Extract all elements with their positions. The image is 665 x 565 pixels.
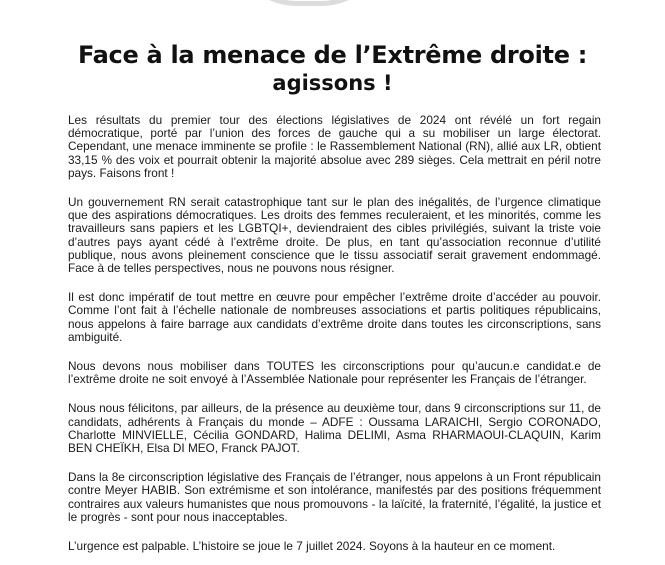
paragraph-urgency: L’urgence est palpable. L’histoire se joue le 7 juillet 2024. Soyons à la hauteur en ce moment. (68, 539, 556, 554)
title-block (0, 40, 665, 96)
paragraph-results: Les résultats du premier tour des élections législatives de 2024 ont révélé un fort regain démocratique, porté par l’union des forces de gauche qui a su mobiliser un large électorat. Cependant, une menace imminente se profile : le Rassemblement National (RN), allié aux LR, obtient 33,15 % des voix et pourrait obtenir la majorité absolue avec 289 sièges. Cela mettrait en péril notre pays. Faisons front ! (68, 113, 601, 180)
paragraph-candidates: Nous nous félicitons, par ailleurs, de la présence au deuxième tour, dans 9 circonscriptions sur 11, de candidats, adhérents à Français du monde – ADFE : Oussama LARAICHI, Sergio CORONADO, Charlotte MINVIELLE, Cécilia GONDARD, Halima DELIMI, Asma RHARMAOUI-CLAQUIN, Karim BEN CHEÏKH, Elsa DI MEO, Franck PAJOT. (68, 401, 601, 456)
paragraph-block-far-right: Il est donc impératif de tout mettre en œuvre pour empêcher l’extrême droite d’accéder au pouvoir. Comme l’ont fait à l’échelle nationale de nombreuses associations et partis politiques républicains, nous appelons à faire barrage aux candidats d’extrême droite dans toutes les circonscriptions, sans ambiguité. (68, 290, 601, 344)
logo-arc (229, 0, 389, 6)
paragraph-mobilize: Nous devons nous mobiliser dans TOUTES les circonscriptions pour qu’aucun.e candidat.e de l’extrême droite ne soit envoyé à l’Assemblée Nationale pour représenter les Français de l’étranger. (68, 359, 601, 387)
paragraph-8th-circonscription: Dans la 8e circonscription législative des Français de l’étranger, nous appelons à un Front républicain contre Meyer HABIB. Son extrémisme et son intolérance, manifestés par des positions fréquemment contraires aux valeurs humanistes que nous promouvons - la laïcité, la fraternité, l’égalité, la justice et le progrès - sont pour nous inacceptables. (68, 470, 601, 524)
document-body (68, 114, 601, 565)
page-title: Face à la menace de l’Extrême droite : (77, 41, 588, 69)
page-subtitle: agissons ! (272, 71, 393, 95)
paragraph-rn-government: Un gouvernement RN serait catastrophique tant sur le plan des inégalités, de l’urgence climatique que des aspirations démocratiques. Les droits des femmes reculeraient, et les minorités, comme les travailleurs sans papiers et les LGBTQI+, deviendraient des cibles privilégiés, suivant la triste voie d’autres pays ayant cédé à l’extrême droite. De plus, en tant qu’association reconnue d’utilité publique, nous avons pleinement conscience que le tissu associatif serait gravement endommagé. Face à de telles perspectives, nous ne pouvons nous résigner. (68, 195, 601, 276)
cut-off-text-line (68, 545, 601, 551)
